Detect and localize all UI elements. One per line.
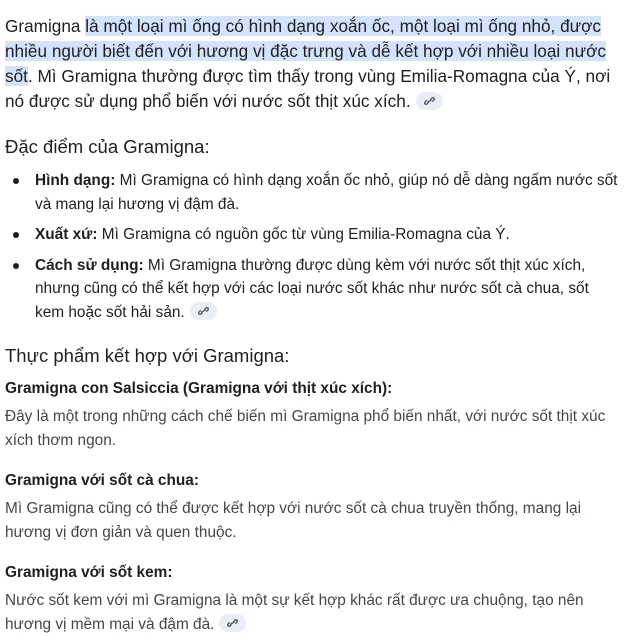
link-icon	[227, 618, 238, 628]
feature-label: Xuất xứ:	[35, 226, 98, 243]
pairing-title: Gramigna con Salsiccia (Gramigna với thịt xúc xích):	[5, 380, 393, 397]
link-icon	[424, 96, 435, 106]
pairing-description	[5, 589, 628, 636]
source-link-chip[interactable]	[219, 614, 246, 632]
source-link-chip[interactable]	[190, 302, 217, 320]
pairing-description: Đây là một trong những cách chế biến mì Gramigna phổ biến nhất, với nước sốt thịt xúc xích thơm ngon.	[5, 408, 606, 449]
source-link-chip[interactable]	[416, 92, 443, 110]
pairing-title: Gramigna với sốt cà chua:	[5, 472, 199, 489]
feature-label: Hình dạng:	[35, 172, 116, 189]
list-item	[35, 169, 628, 216]
pairing-description-text: Nước sốt kem với mì Gramigna là một sự kết hợp khác rất được ưa chuộng, tạo nên hương vị mềm mại và đậm đà.	[5, 592, 584, 633]
intro-lead: Gramigna	[5, 16, 86, 36]
feature-text: Mì Gramigna thường được dùng kèm với nước sốt thịt xúc xích, nhưng cũng có thể kết hợp với các loại nước sốt khác như nước sốt cà chua, sốt kem hoặc sốt hải sản.	[35, 256, 589, 321]
intro-paragraph	[5, 14, 628, 114]
features-heading: Đặc điểm của Gramigna:	[5, 136, 210, 157]
pairing-description: Mì Gramigna cũng có thể được kết hợp với nước sốt cà chua truyền thống, mang lại hương vị đơn giản và quen thuộc.	[5, 500, 581, 541]
feature-text: Mì Gramigna có nguồn gốc từ vùng Emilia-Romagna của Ý.	[97, 226, 510, 243]
features-list	[5, 169, 628, 324]
feature-text: Mì Gramigna có hình dạng xoắn ốc nhỏ, giúp nó dễ dàng ngấm nước sốt và mang lại hương vị đậm đà.	[35, 172, 618, 213]
feature-label: Cách sử dụng:	[35, 256, 144, 274]
pairing-title: Gramigna với sốt kem:	[5, 564, 173, 581]
list-item	[35, 223, 628, 247]
intro-rest: . Mì Gramigna thường được tìm thấy trong vùng Emilia-Romagna của Ý, nơi nó được sử dụng phổ biến với nước sốt thịt xúc xích.	[5, 66, 611, 111]
link-icon	[198, 306, 209, 316]
pairings-heading: Thực phẩm kết hợp với Gramigna:	[5, 345, 290, 366]
list-item	[35, 254, 628, 325]
highlighted-text[interactable]: là một loại mì ống có hình dạng xoắn ốc, một loại mì ống nhỏ, được nhiều người biết đến với hương vị đặc trưng và dễ kết hợp với nhiều loại nước sốt	[5, 16, 606, 86]
